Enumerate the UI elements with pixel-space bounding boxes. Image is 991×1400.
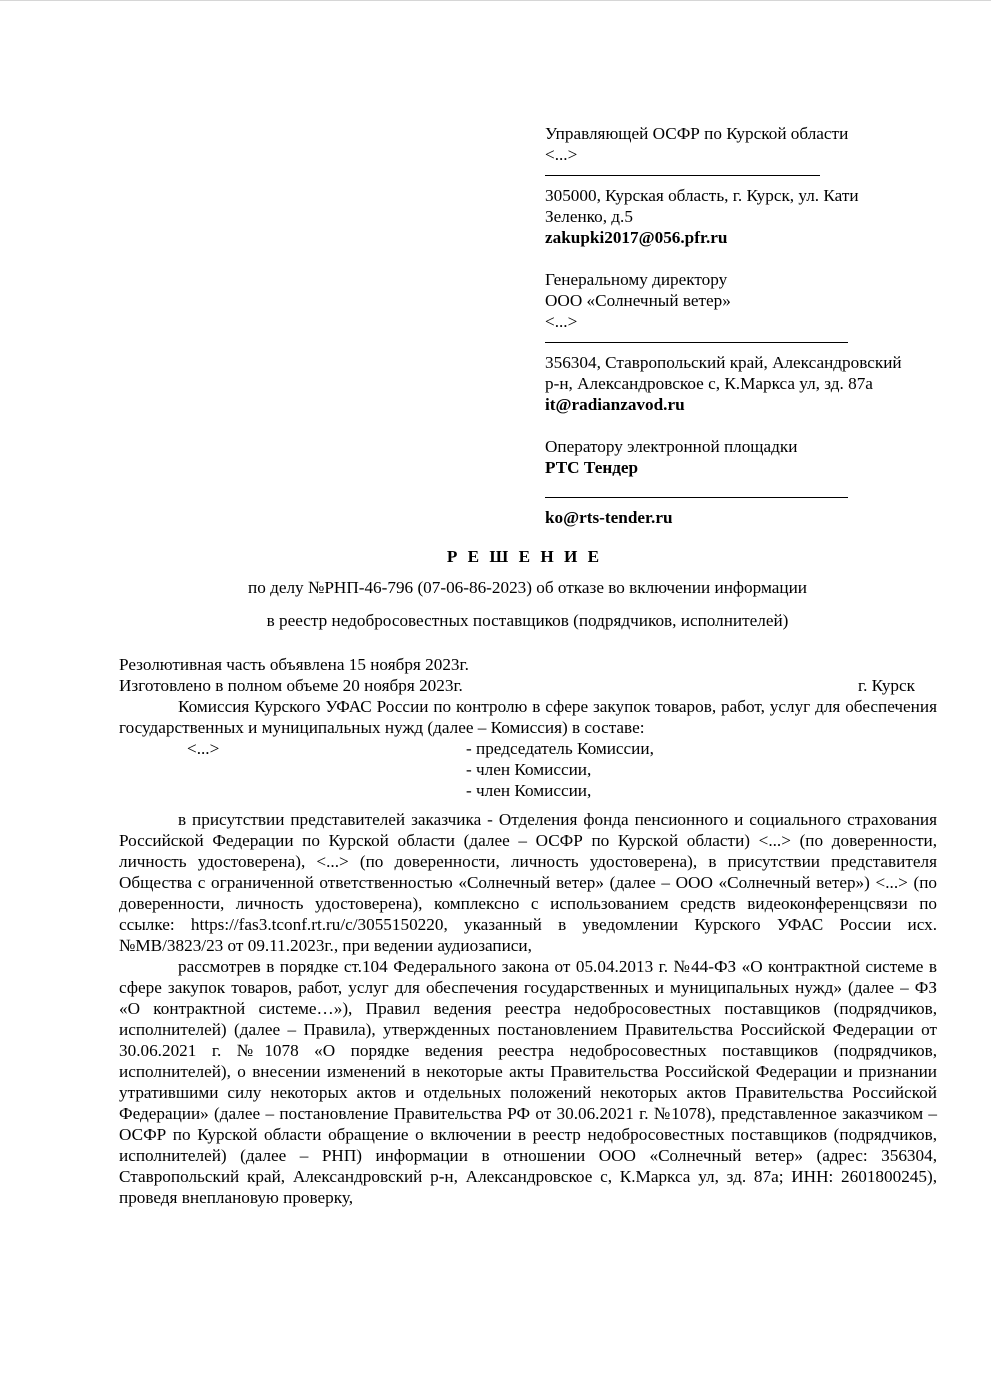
commission-member-row — [119, 759, 937, 780]
recipient1-divider — [545, 175, 820, 176]
considered-paragraph: рассмотрев в порядке ст.104 Федерального закона от 05.04.2013 г. №44-ФЗ «О контрактной системе в сфере закупок товаров, работ, услуг для обеспечения государственных и муниципальных нужд» (далее – ФЗ «О контрактной системе…»), Правил ведения реестра недобросовестных поставщиков (подрядчиков, исполнителей) (далее – Правила), утвержденных постановлением Правительства Российской Федерации от 30.06.2021 г. №1078 «О порядке ведения реестра недобросовестных поставщиков (подрядчиков, исполнителей), о внесении изменений в некоторые акты Правительства Российской Федерации и признании утратившими силу некоторых актов и отдельных положений некоторых актов Правительства Российской Федерации» (далее – постановление Правительства РФ от 30.06.2021 г. №1078), представленное заказчиком – ОСФР по Курской области обращение о включении в реестр недобросовестных поставщиков (подрядчиков, исполнителей) (далее – РНП) информации в отношении ООО «Солнечный ветер» (адрес: 356304, Ставропольский край, Александровский р-н, Александровское с, К.Маркса ул, зд. 87а; ИНН: 2601800245), проведя внеплановую проверку, — [119, 957, 937, 1207]
recipient2-name: <...> — [545, 312, 578, 331]
recipients-block — [545, 123, 945, 528]
decision-subtitle-line1: по делу №РНП-46-796 (07-06-86-2023) об отказе во включении информации — [248, 578, 807, 597]
recipient1-title: Управляющей ОСФР по Курской области — [545, 124, 849, 143]
recipient3-company: РТС Тендер — [545, 458, 639, 477]
recipient2-company: ООО «Солнечный ветер» — [545, 291, 731, 310]
decision-title: Р Е Ш Е Н И Е — [446, 547, 603, 566]
recipient1-email: zakupki2017@056.pfr.ru — [545, 228, 728, 247]
recipient2-email: it@radianzavod.ru — [545, 395, 685, 414]
recipient1-address-line2: Зеленко, д.5 — [545, 207, 633, 226]
member-role: - председатель Комиссии, — [466, 739, 654, 758]
recipient3-divider — [545, 497, 848, 498]
recipient3-email: ko@rts-tender.ru — [545, 508, 673, 527]
member-role: - член Комиссии, — [466, 781, 592, 800]
commission-member-row — [119, 738, 937, 759]
announced-date: Резолютивная часть объявлена 15 ноября 2023г. — [119, 655, 469, 674]
commission-intro: Комиссия Курского УФАС России по контролю в сфере закупок товаров, работ, услуг для обеспечения государственных и муниципальных нужд (далее – Комиссия) в составе: — [119, 697, 937, 737]
recipient2-divider — [545, 342, 848, 343]
recipient1-address-line1: 305000, Курская область, г. Курск, ул. Кати — [545, 186, 859, 205]
recipient2-title: Генеральному директору — [545, 270, 728, 289]
city: г. Курск — [857, 676, 915, 695]
recipient1-name: <...> — [545, 145, 578, 164]
made-date: Изготовлено в полном объеме 20 ноября 2023г. — [119, 676, 463, 695]
presence-paragraph: в присутствии представителей заказчика - Отделения фонда пенсионного и социального страхования Российской Федерации по Курской области (далее – ОСФР по Курской области) <...> (по доверенности, личность удостоверена), <...> (по доверенности, личность удостоверена), в присутствии представителя Общества с ограниченной ответственностью «Солнечный ветер» (далее – ООО «Солнечный ветер») <...> (по доверенности, личность удостоверена), комплексно с использованием средств видеоконференцсвязи по ссылке: https://fas3.tconf.rt.ru/c/3055150220, указанный в уведомлении Курского УФАС России исх. №МВ/3823/23 от 09.11.2023г., при ведении аудиозаписи, — [119, 810, 937, 955]
recipient2-address-line1: 356304, Ставропольский край, Александровский — [545, 353, 902, 372]
recipient2-address-line2: р-н, Александровское с, К.Маркса ул, зд. 87а — [545, 374, 873, 393]
made-date-row — [119, 675, 937, 696]
member-placeholder: <...> — [187, 739, 220, 758]
recipient3-title: Оператору электронной площадки — [545, 437, 798, 456]
commission-member-row — [119, 780, 937, 801]
decision-subtitle-line2: в реестр недобросовестных поставщиков (подрядчиков, исполнителей) — [266, 611, 789, 630]
member-role: - член Комиссии, — [466, 760, 592, 779]
document-body — [119, 654, 937, 1208]
